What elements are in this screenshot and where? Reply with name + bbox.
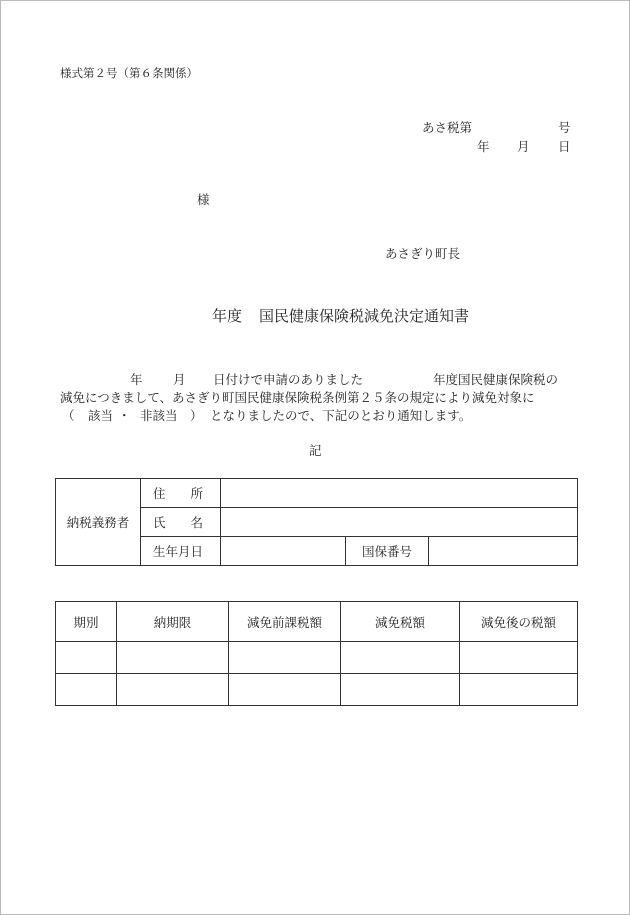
body-line-3: となりましたので、下記のとおり通知します。 xyxy=(210,408,472,423)
body-applicable: 該当 xyxy=(88,408,114,423)
reference-suffix: 号 xyxy=(558,120,571,135)
title-year: 年度 xyxy=(212,307,243,325)
name-label: 氏 名 xyxy=(141,508,221,537)
name-value-cell xyxy=(221,508,578,537)
table-cell xyxy=(460,674,578,706)
birth-date-value-cell xyxy=(221,537,346,566)
addressee-suffix: 様 xyxy=(197,192,210,207)
date-year: 年 xyxy=(477,139,490,154)
table-cell xyxy=(56,674,117,706)
body-year: 年 xyxy=(130,372,143,387)
tax-table-header: 減免前課税額 xyxy=(229,602,341,642)
tax-table xyxy=(55,601,578,706)
table-cell xyxy=(341,674,460,706)
taxpayer-table xyxy=(55,478,578,566)
table-cell xyxy=(229,642,341,674)
table-cell xyxy=(341,642,460,674)
body-separator: ・ xyxy=(118,408,131,423)
table-cell xyxy=(229,674,341,706)
table-cell xyxy=(56,642,117,674)
body-tax-year-text: 年度国民健康保険税の xyxy=(433,372,559,387)
tax-table-header: 納期限 xyxy=(117,602,229,642)
tax-table-header: 減免税額 xyxy=(341,602,460,642)
reference-prefix: あさ税第 xyxy=(422,120,473,135)
table-cell xyxy=(460,642,578,674)
ki-heading: 記 xyxy=(309,443,322,458)
insurance-number-value-cell xyxy=(429,537,578,566)
tax-table-header: 減免後の税額 xyxy=(460,602,578,642)
body-paren-open: （ xyxy=(62,408,75,423)
table-cell xyxy=(117,642,229,674)
form-label: 様式第２号（第６条関係） xyxy=(60,66,198,80)
body-day-text: 日付けで申請のありました xyxy=(213,372,364,387)
tax-table-header: 期別 xyxy=(56,602,117,642)
table-cell xyxy=(117,674,229,706)
insurance-number-label: 国保番号 xyxy=(346,537,429,566)
table-row xyxy=(56,642,578,674)
address-label: 住 所 xyxy=(141,479,221,508)
birth-date-label: 生年月日 xyxy=(141,537,221,566)
body-paren-close: ） xyxy=(190,408,203,423)
address-value-cell xyxy=(221,479,578,508)
date-month: 月 xyxy=(517,139,530,154)
body-line-2: 減免につきまして、あさぎり町国民健康保険税条例第２５条の規定により減免対象に xyxy=(60,390,535,405)
body-not-applicable: 非該当 xyxy=(140,408,178,423)
body-month: 月 xyxy=(173,372,186,387)
table-row xyxy=(56,674,578,706)
issuer: あさぎり町長 xyxy=(385,246,461,261)
taxpayer-group-label: 納税義務者 xyxy=(56,479,141,566)
page-title: 国民健康保険税減免決定通知書 xyxy=(259,307,470,325)
date-day: 日 xyxy=(558,139,571,154)
